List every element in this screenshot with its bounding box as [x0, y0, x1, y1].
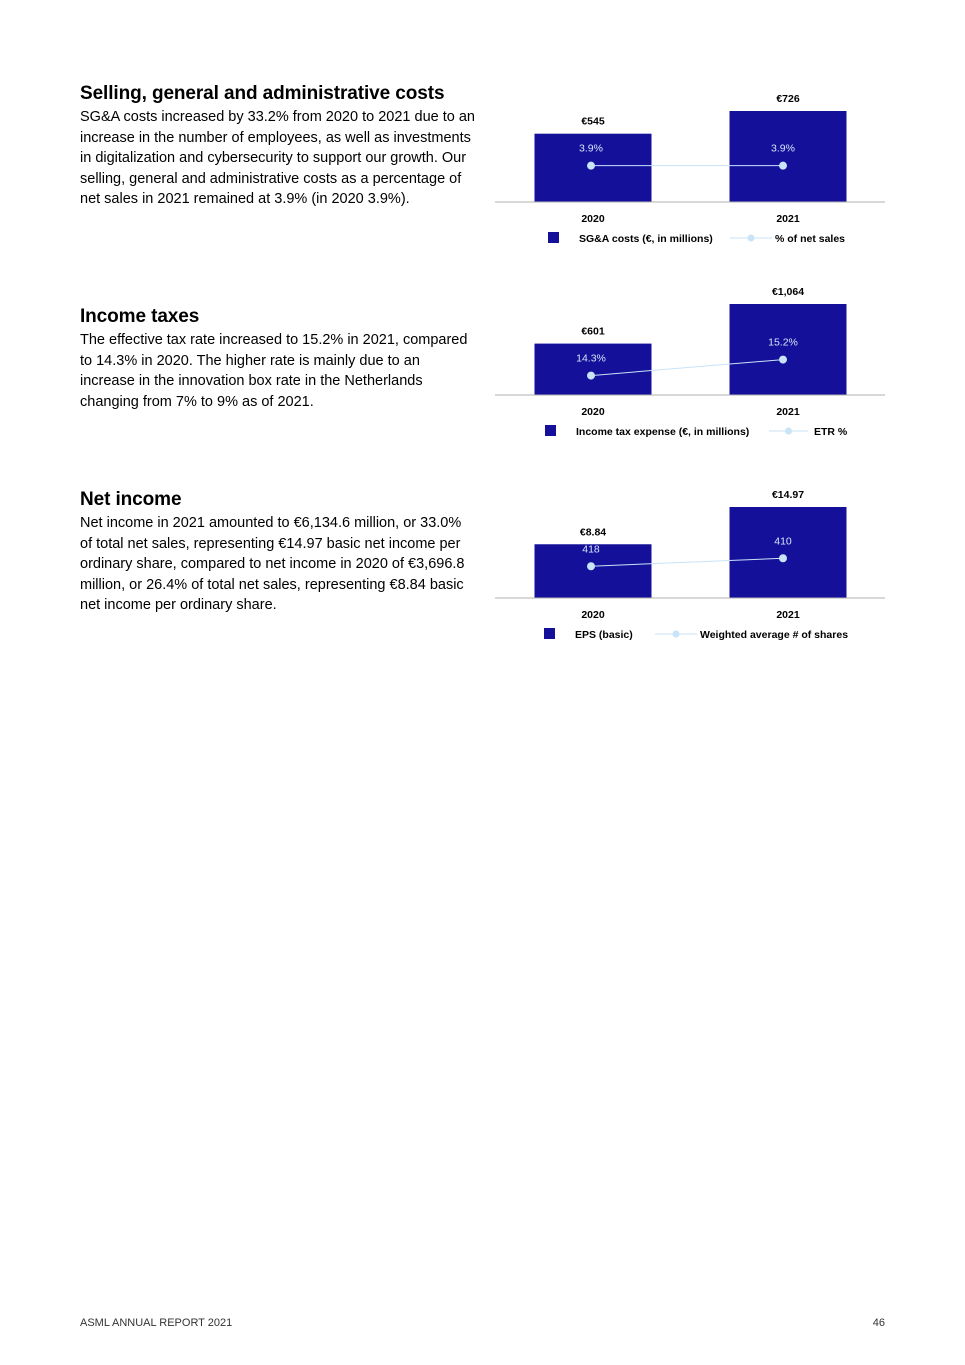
- legend-line-marker: [785, 428, 792, 435]
- line-point-2020: [587, 562, 595, 570]
- income-tax-chart: [490, 278, 890, 458]
- line-point-2020: [587, 162, 595, 170]
- bar-value-label: €1,064: [771, 286, 805, 298]
- income-taxes-heading: Income taxes: [80, 306, 200, 327]
- footer-page-number: 46: [872, 1317, 885, 1329]
- legend-bar-swatch: [544, 628, 555, 639]
- legend-line-label: Weighted average # of shares: [700, 629, 849, 641]
- net-income-heading: Net income: [80, 489, 182, 510]
- legend-line-label: ETR %: [814, 426, 848, 438]
- legend-bar-swatch: [545, 425, 556, 436]
- sga-section: [80, 83, 475, 210]
- line-point-2021: [779, 554, 787, 562]
- income-taxes-section: [80, 306, 475, 412]
- income-taxes-body: The effective tax rate increased to 15.2% in 2021, compared to 14.3% in 2020. The higher rate is mainly due to an increase in the innovation box rate in the Netherlands changing from 7% to 9% as of 2021.: [80, 332, 468, 410]
- line-point-2021: [779, 356, 787, 364]
- legend-line-marker: [673, 631, 680, 638]
- line-point-2020: [587, 372, 595, 380]
- category-label: 2021: [776, 213, 800, 225]
- bar-2021: [730, 111, 847, 202]
- bar-value-label: €545: [581, 115, 605, 128]
- bar-2021: [730, 507, 847, 598]
- legend-line-label: % of net sales: [775, 233, 846, 245]
- line-point-2021: [779, 162, 787, 170]
- line-value-label: 15.2%: [768, 336, 798, 349]
- bar-value-label: €726: [776, 93, 800, 105]
- bar-2021: [730, 304, 847, 395]
- line-value-label: 14.3%: [576, 352, 606, 365]
- legend-bar-label: SG&A costs (€, in millions): [579, 233, 713, 245]
- legend-line-marker: [748, 235, 755, 242]
- sga-heading: Selling, general and administrative costs: [80, 83, 445, 104]
- legend-bar-label: Income tax expense (€, in millions): [576, 426, 750, 438]
- category-label: 2020: [581, 609, 605, 621]
- line-value-label: 3.9%: [771, 142, 795, 155]
- legend-bar-swatch: [548, 232, 559, 243]
- line-value-label: 410: [774, 535, 792, 548]
- net-income-section: [80, 489, 475, 616]
- category-label: 2021: [776, 609, 800, 621]
- line-value-label: 3.9%: [579, 142, 603, 155]
- line-value-label: 418: [582, 543, 600, 556]
- category-label: 2021: [776, 406, 800, 418]
- sga-body: SG&A costs increased by 33.2% from 2020 to 2021 due to an increase in the number of employees, as well as investments in digitalization and cybersecurity to support our growth. Our selling, general and administrative costs as a percentage of net sales in 2021 remained at 3.9% (in 2020 3.9%).: [80, 109, 475, 207]
- bar-value-label: €601: [581, 325, 605, 338]
- bar-2020: [535, 344, 652, 395]
- bar-value-label: €8.84: [579, 526, 607, 539]
- footer-report-title: ASML ANNUAL REPORT 2021: [80, 1317, 233, 1329]
- category-label: 2020: [581, 213, 605, 225]
- category-label: 2020: [581, 406, 605, 418]
- sga-chart: [490, 85, 890, 265]
- net-income-body: Net income in 2021 amounted to €6,134.6 million, or 33.0% of total net sales, representing €14.97 basic net income per ordinary share, compared to net income in 2020 of €3,696.8 million, or 26.4% of total net sales, representing €8.84 basic net income per ordinary share.: [80, 515, 465, 613]
- legend-bar-label: EPS (basic): [575, 629, 633, 641]
- bar-value-label: €14.97: [771, 489, 805, 501]
- net-income-chart: [490, 481, 890, 661]
